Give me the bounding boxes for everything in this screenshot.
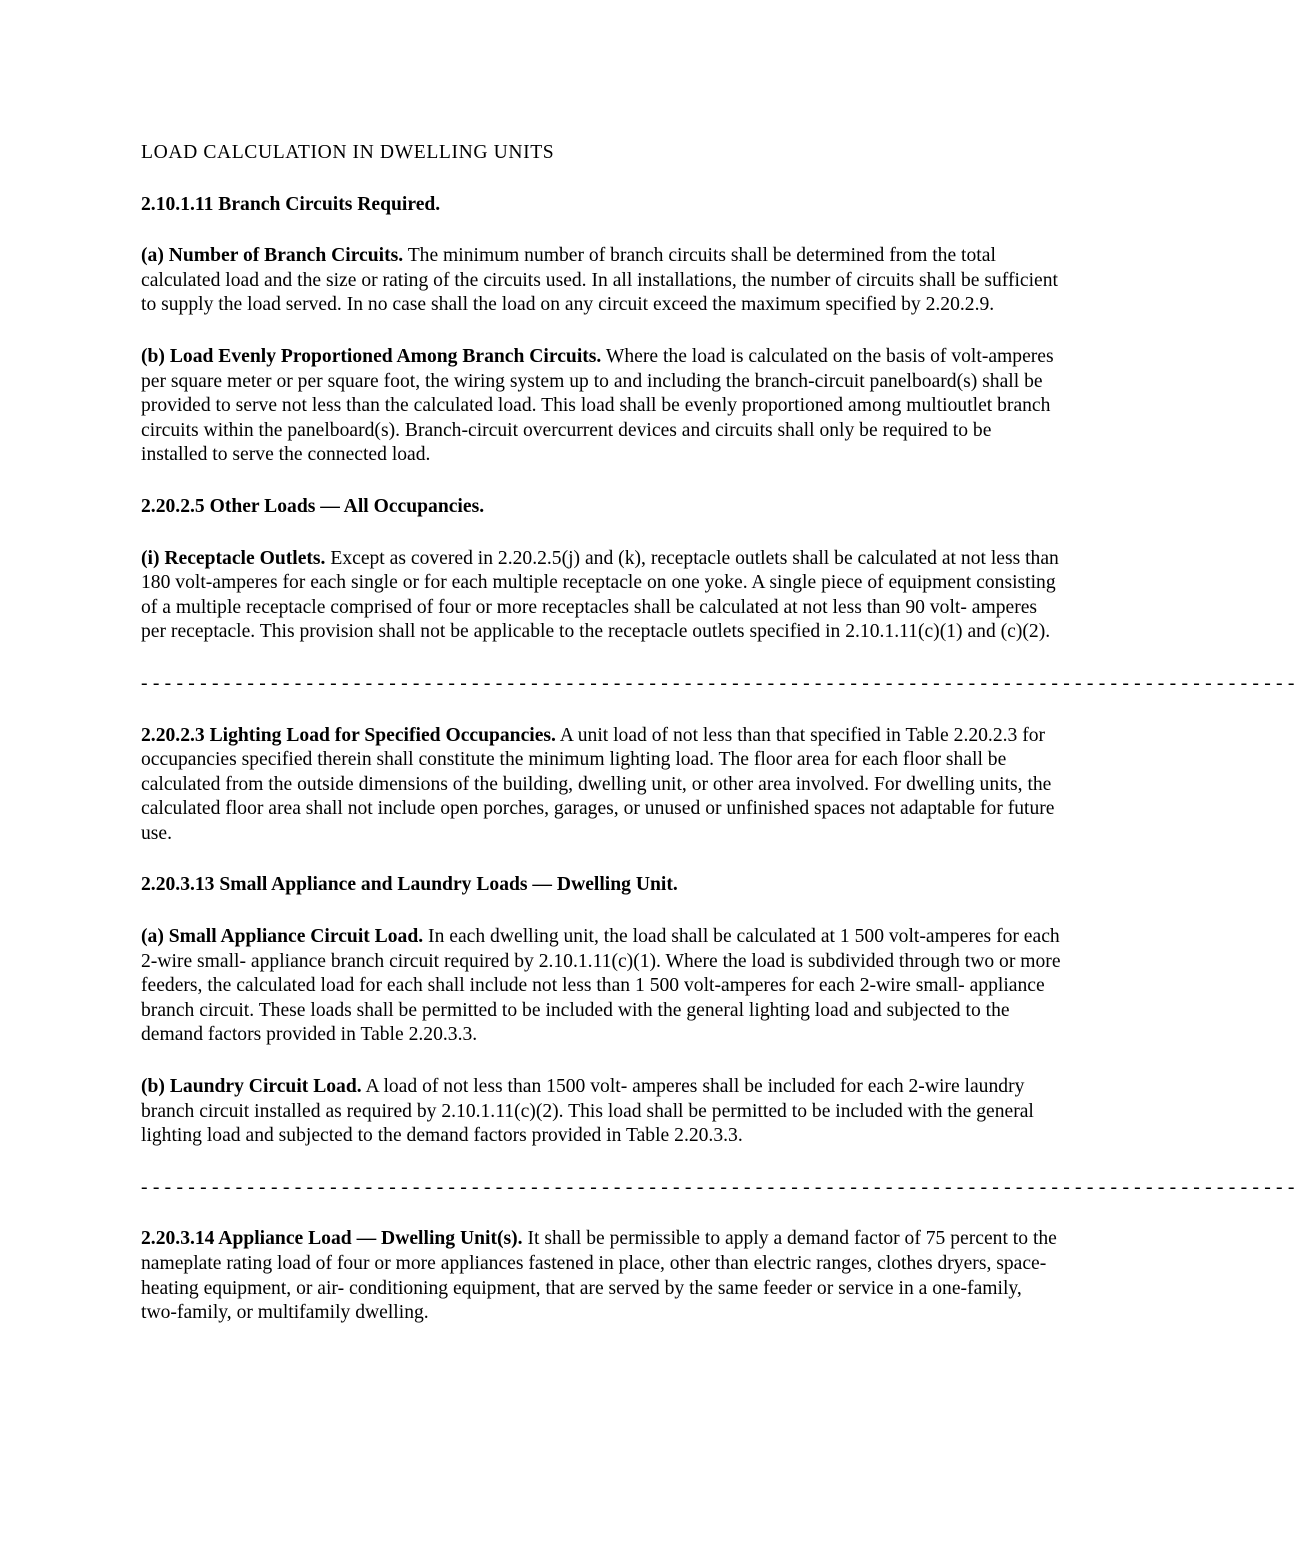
dashed-separator: - - - - - - - - - - - - - - - - - - - - - - - - - - - - - - - - - - - - - - - - - - - - - - - - - - - - - - - - - - - - - - - - - - - - - - - - - - - - - - - - - - - - - - - - - - - - - - - - - - [141, 672, 1295, 694]
paragraph-number-of-branch-circuits [141, 244, 1061, 318]
document-title: LOAD CALCULATION IN DWELLING UNITS [141, 142, 555, 163]
paragraph-text: Where the load is calculated on the basis of volt-amperes per square meter or per square foot, the wiring system up to and including the branch-circuit panelboard(s) shall be provided to serve not less than the calculated load. This load shall be evenly proportioned among multioutlet branch circuits within the panelboard(s). Branch-circuit overcurrent devices and circuits shall only be required to be installed to serve the connected load. [141, 345, 1054, 466]
paragraph-text: A load of not less than 1500 volt- amperes shall be included for each 2-wire laundry branch circuit installed as required by 2.10.1.11(c)(2). This load shall be permitted to be included with the general lighting load and subjected to the demand factors provided in Table 2.20.3.3. [141, 1076, 1034, 1147]
paragraph-text: A unit load of not less than that specified in Table 2.20.2.3 for occupancies specified therein shall constitute the minimum lighting load. The floor area for each floor shall be calculated from the outside dimensions of the building, dwelling unit, or other area involved. For dwelling units, the calculated floor area shall not include open porches, garages, or unused or unfinished spaces not adaptable for future use. [141, 724, 1055, 844]
paragraph-label: (i) Receptacle Outlets. [141, 547, 326, 569]
paragraph-appliance-load [141, 1227, 1061, 1325]
paragraph-text: It shall be permissible to apply a demand factor of 75 percent to the nameplate rating load of four or more appliances fastened in place, other than electric ranges, clothes dryers, space-heating equipment, or air- conditioning equipment, that are served by the same feeder or service in a one-family, two-family, or multifamily dwelling. [141, 1228, 1057, 1324]
paragraph-text: Except as covered in 2.20.2.5(j) and (k), receptacle outlets shall be calculated at not less than 180 volt-amperes for each single or for each multiple receptacle on one yoke. A single piece of equipment consisting of a multiple receptacle comprised of four or more receptacles shall be calculated at not less than 90 volt- amperes per receptacle. This provision shall not be applicable to the receptacle outlets specified in 2.10.1.11(c)(1) and (c)(2). [141, 547, 1059, 643]
dashed-separator: - - - - - - - - - - - - - - - - - - - - - - - - - - - - - - - - - - - - - - - - - - - - - - - - - - - - - - - - - - - - - - - - - - - - - - - - - - - - - - - - - - - - - - - - - - - - - - - - - - [141, 1176, 1295, 1198]
paragraph-label: 2.20.3.14 Appliance Load — Dwelling Unit(s). [141, 1228, 523, 1250]
paragraph-label: (a) Number of Branch Circuits. [141, 245, 404, 267]
paragraph-small-appliance-circuit-load [141, 925, 1061, 1048]
paragraph-load-evenly-proportioned [141, 345, 1061, 468]
paragraph-label: (b) Laundry Circuit Load. [141, 1076, 362, 1098]
section-heading-branch-circuits-required: 2.10.1.11 Branch Circuits Required. [141, 193, 441, 215]
document-page [141, 141, 1295, 1353]
section-heading-small-appliance-laundry: 2.20.3.13 Small Appliance and Laundry Loads — Dwelling Unit. [141, 874, 678, 896]
paragraph-text: In each dwelling unit, the load shall be calculated at 1 500 volt-amperes for each 2-wire small- appliance branch circuit required by 2.10.1.11(c)(1). Where the load is subdivided through two or more feeders, the calculated load for each shall include not less than 1 500 volt-amperes for each 2-wire small- appliance branch circuit. These loads shall be permitted to be included with the general lighting load and subjected to the demand factors provided in Table 2.20.3.3. [141, 926, 1061, 1046]
paragraph-laundry-circuit-load [141, 1075, 1061, 1149]
section-heading-other-loads: 2.20.2.5 Other Loads — All Occupancies. [141, 495, 485, 517]
paragraph-receptacle-outlets [141, 547, 1061, 645]
paragraph-text: The minimum number of branch circuits shall be determined from the total calculated load and the size or rating of the circuits used. In all installations, the number of circuits shall be sufficient to supply the load served. In no case shall the load on any circuit exceed the maximum specified by 2.20.2.9. [141, 245, 1058, 316]
paragraph-label: (a) Small Appliance Circuit Load. [141, 926, 424, 948]
paragraph-lighting-load [141, 724, 1061, 847]
paragraph-label: (b) Load Evenly Proportioned Among Branch Circuits. [141, 345, 602, 367]
paragraph-label: 2.20.2.3 Lighting Load for Specified Occupancies. [141, 724, 556, 746]
